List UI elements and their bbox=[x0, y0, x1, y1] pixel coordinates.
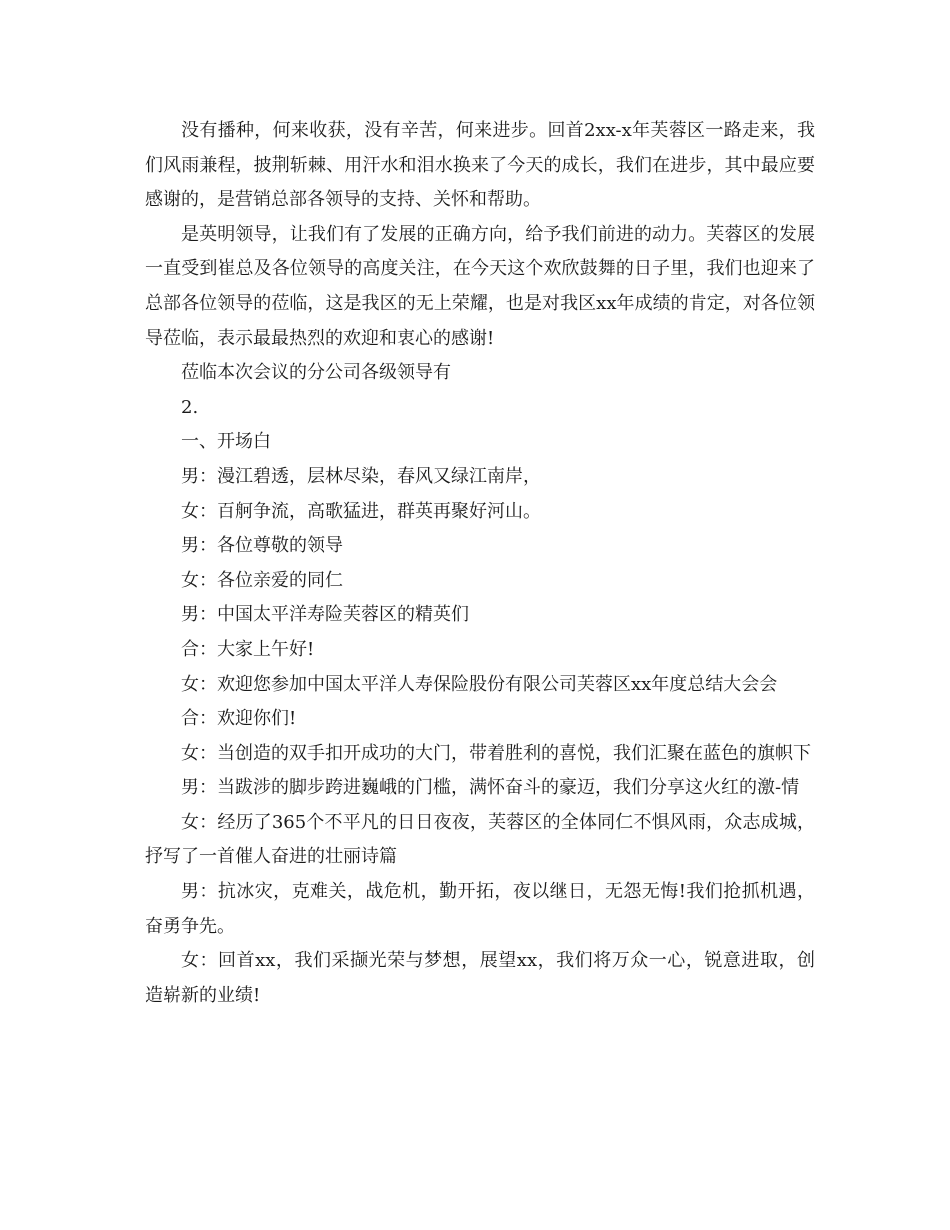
script-line: 女：欢迎您参加中国太平洋人寿保险股份有限公司芙蓉区xx年度总结大会会 bbox=[181, 673, 778, 695]
script-line: 女：经历了365个不平凡的日日夜夜，芙蓉区的全体同仁不惧风雨，众志成城，抒写了一首催人奋进的壮丽诗篇 bbox=[145, 811, 815, 868]
script-line: 男：漫江碧透，层林尽染，春风又绿江南岸， bbox=[181, 465, 541, 487]
paragraph-intro: 没有播种，何来收获，没有辛苦，何来进步。回首2xx-x年芙蓉区一路走来，我们风雨兼程，披荆斩棘、用汗水和泪水换来了今天的成长，我们在进步，其中最应要感谢的，是营销总部各领导的支持、关怀和帮助。 bbox=[145, 120, 815, 211]
script-line: 合：大家上午好! bbox=[181, 638, 315, 660]
script-line: 女：当创造的双手扣开成功的大门，带着胜利的喜悦，我们汇聚在蓝色的旗帜下 bbox=[181, 742, 811, 764]
script-line: 合：欢迎你们! bbox=[181, 708, 297, 730]
script-line: 女：各位亲爱的同仁 bbox=[181, 569, 343, 591]
section-number: 2. bbox=[181, 396, 199, 418]
section-heading: 一、开场白 bbox=[181, 431, 271, 453]
script-line: 女：百舸争流，高歌猛进，群英再聚好河山。 bbox=[181, 500, 541, 522]
script-line: 男：各位尊敬的领导 bbox=[181, 535, 343, 557]
paragraph-leadership: 是英明领导，让我们有了发展的正确方向，给予我们前进的动力。芙蓉区的发展一直受到崔总及各位领导的高度关注，在今天这个欢欣鼓舞的日子里，我们也迎来了总部各位领导的莅临，这是我区的无上荣耀，也是对我区xx年成绩的肯定，对各位领导莅临，表示最最热烈的欢迎和衷心的感谢! bbox=[145, 223, 815, 349]
paragraph-attending-leaders: 莅临本次会议的分公司各级领导有 bbox=[181, 362, 451, 384]
script-line: 男：中国太平洋寿险芙蓉区的精英们 bbox=[181, 604, 469, 626]
document-body bbox=[145, 114, 815, 1013]
script-line: 男：抗冰灾，克难关，战危机，勤开拓，夜以继日，无怨无悔!我们抢抓机遇，奋勇争先。 bbox=[145, 881, 815, 937]
script-line: 女：回首xx，我们采撷光荣与梦想，展望xx，我们将万众一心，锐意进取，创造崭新的业绩! bbox=[145, 950, 815, 1006]
script-line: 男：当跋涉的脚步跨进巍峨的门槛，满怀奋斗的豪迈，我们分享这火红的激-情 bbox=[181, 777, 800, 799]
